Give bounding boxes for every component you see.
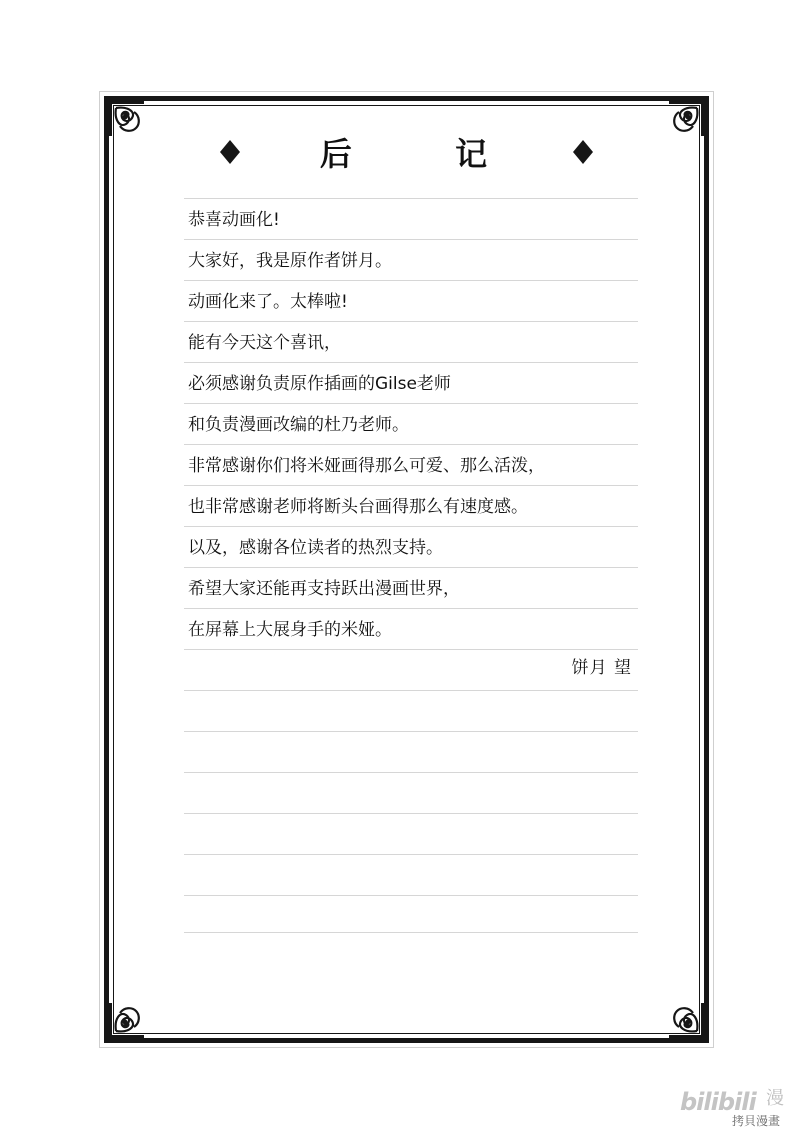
diamond-right-icon	[573, 140, 593, 164]
ruled-line	[184, 772, 638, 773]
corner-ornament-bottom-right	[667, 1001, 707, 1041]
corner-ornament-bottom-left	[106, 1001, 146, 1041]
text-line: 大家好，我是原作者饼月。	[188, 251, 392, 271]
ruled-line	[184, 932, 638, 933]
signature: 饼月 望	[571, 658, 632, 678]
text-line: 希望大家还能再支持跃出漫画世界，	[188, 579, 460, 599]
text-line: 在屏幕上大展身手的米娅。	[188, 620, 392, 640]
watermark	[680, 1082, 795, 1132]
bilibili-logo: bilibili	[680, 1088, 756, 1116]
ruled-line	[184, 895, 638, 896]
text-line: 能有今天这个喜讯，	[188, 333, 341, 353]
text-line: 恭喜动画化!	[188, 210, 280, 230]
watermark-char: 漫	[766, 1088, 784, 1109]
diamond-left-icon	[220, 140, 240, 164]
ruled-line	[184, 690, 638, 691]
ruled-line	[184, 854, 638, 855]
text-line: 以及，感谢各位读者的热烈支持。	[188, 538, 443, 558]
ruled-line	[184, 813, 638, 814]
page-title: 后 记	[319, 135, 534, 173]
ruled-line	[184, 198, 638, 199]
text-line: 和负责漫画改编的杜乃老师。	[188, 415, 409, 435]
text-line: 也非常感谢老师将断头台画得那么有速度感。	[188, 497, 528, 517]
watermark-caption: 拷貝漫畫	[732, 1114, 781, 1128]
text-line: 动画化来了。太棒啦!	[188, 292, 348, 312]
text-line: 必须感谢负责原作插画的Gilse老师	[188, 374, 451, 394]
text-line: 非常感谢你们将米娅画得那么可爱、那么活泼，	[188, 456, 545, 476]
ruled-line	[184, 731, 638, 732]
title-row	[113, 128, 700, 176]
